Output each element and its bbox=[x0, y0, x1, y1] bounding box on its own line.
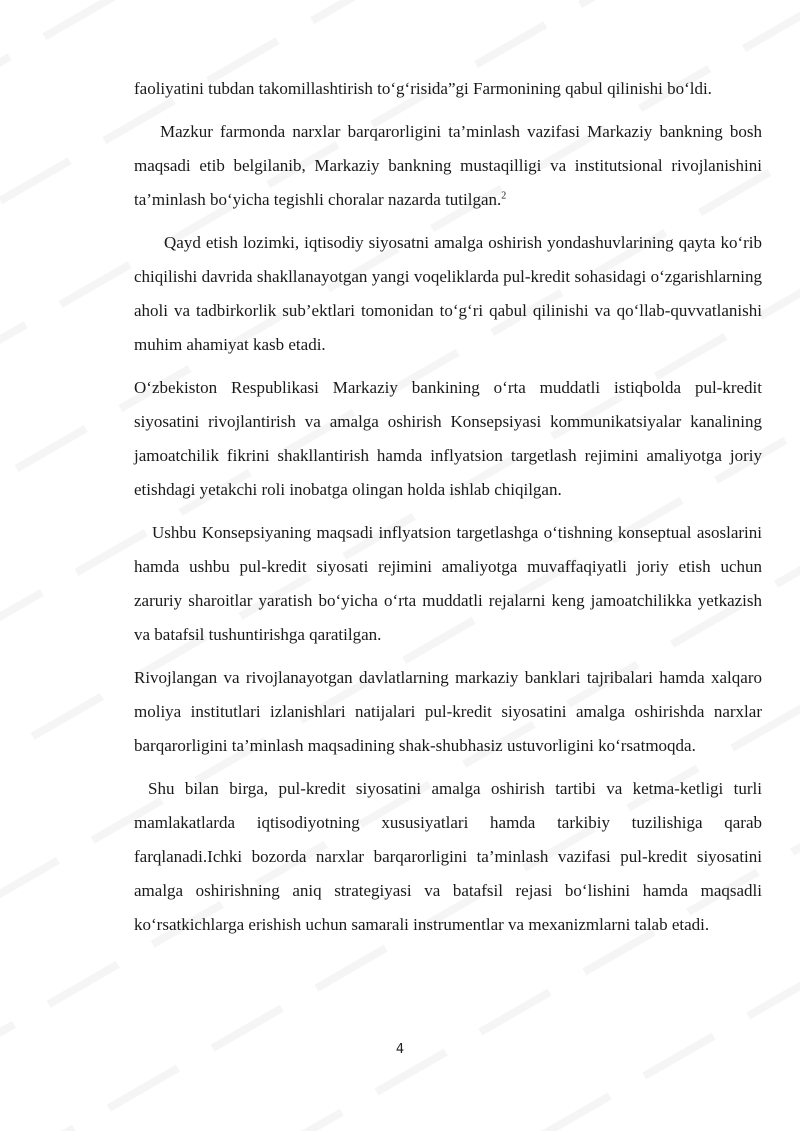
page-number: 4 bbox=[395, 1042, 405, 1057]
paragraph-2-text: Mazkur farmonda narxlar barqarorligini ta’minlash vazifasi Markaziy bankning bosh maqsadi etib belgilanib, Markaziy bankning mustaqilligi va institutsional rivojlanishini ta’minlash bo‘yicha tegishli choralar nazarda tutilgan. bbox=[134, 122, 762, 209]
paragraph-7-text: Shu bilan birga, pul-kredit siyosatini amalga oshirish tartibi va ketma-ketligi turli mamlakatlarda iqtisodiyotning xususiyatlari hamda tarkibiy tuzilishiga qarab farqlanadi.Ichki bozorda narxlar barqarorligini ta’minlash vazifasi pul-kredit siyosatini amalga oshirishning aniq strategiyasi va batafsil rejasi bo‘lishini hamda maqsadli ko‘rsatkichlarga erishish uchun samarali instrumentlar va mexanizmlarni talab etadi. bbox=[134, 779, 762, 934]
paragraph-5 bbox=[134, 516, 762, 652]
paragraph-2 bbox=[134, 115, 762, 217]
paragraph-4-text: O‘zbekiston Respublikasi Markaziy bankining o‘rta muddatli istiqbolda pul-kredit siyosatini rivojlantirish va amalga oshirish Konsepsiyasi kommunikatsiyalar kanalining jamoatchilik fikrini shakllantirish hamda inflyatsion targetlash rejimini amaliyotga joriy etishdagi yetakchi roli inobatga olingan holda ishlab chiqilgan. bbox=[134, 378, 762, 499]
footnote-marker[interactable]: 2 bbox=[501, 190, 507, 202]
paragraph-7 bbox=[134, 772, 762, 942]
paragraph-1-text: faoliyatini tubdan takomillashtirish to‘g‘risida”gi Farmonining qabul qilinishi bo‘ldi. bbox=[134, 79, 712, 98]
paragraph-6 bbox=[134, 661, 762, 763]
paragraph-1 bbox=[134, 72, 762, 106]
paragraph-3-text: Qayd etish lozimki, iqtisodiy siyosatni amalga oshirish yondashuvlarining qayta ko‘rib chiqilishi davrida shakllanayotgan yangi voqeliklarda pul-kredit sohasidagi o‘zgarishlarning aholi va tadbirkorlik sub’ektlari tomonidan to‘g‘ri qabul qilinishi va qo‘llab-quvvatlanishi muhim ahamiyat kasb etadi. bbox=[134, 233, 762, 354]
paragraph-4 bbox=[134, 371, 762, 507]
paragraph-5-text: Ushbu Konsepsiyaning maqsadi inflyatsion targetlashga o‘tishning konseptual asoslarini hamda ushbu pul-kredit siyosati rejimini amaliyotga muvaffaqiyatli joriy etish uchun zaruriy sharoitlar yaratish bo‘yicha o‘rta muddatli rejalarni keng jamoatchilikka yetkazish va batafsil tushuntirishga qaratilgan. bbox=[134, 523, 762, 644]
paragraph-3 bbox=[134, 226, 762, 362]
paragraph-6-text: Rivojlangan va rivojlanayotgan davlatlarning markaziy banklari tajribalari hamda xalqaro moliya institutlari izlanishlari natijalari pul-kredit siyosatini amalga oshirishda narxlar barqarorligini ta’minlash maqsadining shak-shubhasiz ustuvorligini ko‘rsatmoqda. bbox=[134, 668, 762, 755]
document-body bbox=[134, 72, 762, 951]
